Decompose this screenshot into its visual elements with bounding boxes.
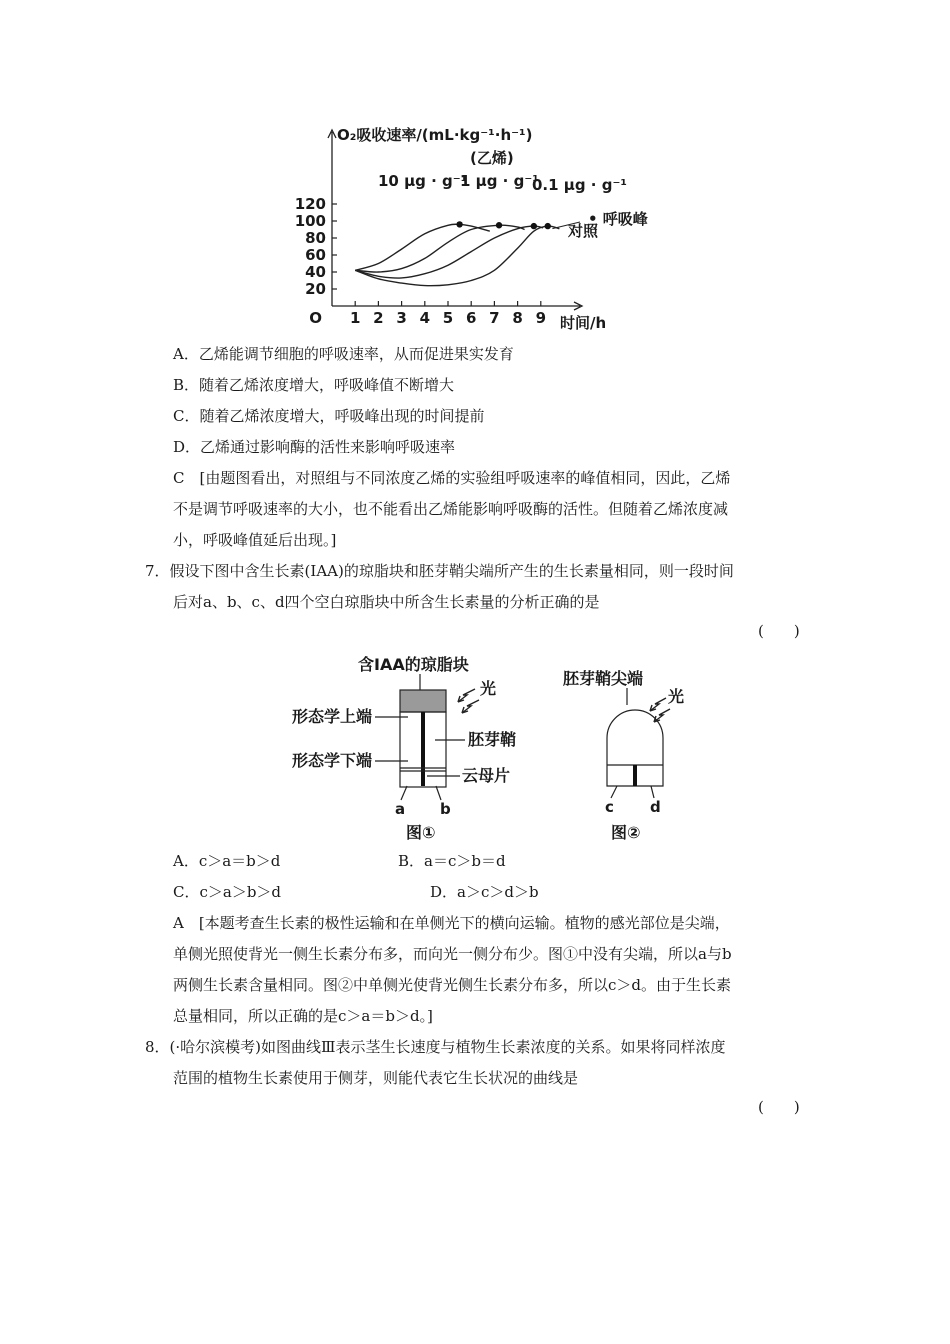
ethylene-group-label: (乙烯) bbox=[470, 149, 514, 167]
respiratory-peak-point bbox=[496, 222, 502, 228]
y-tick-label: 40 bbox=[305, 263, 326, 281]
fig2-caption: 图② bbox=[611, 823, 641, 842]
q8-answer-paren: ( ) bbox=[758, 1098, 800, 1116]
respiration-rate-chart bbox=[280, 118, 670, 333]
iaa-agar-block bbox=[400, 690, 446, 712]
fig1-coleoptile-label: 胚芽鞘 bbox=[468, 730, 517, 749]
chart-curves bbox=[355, 221, 559, 286]
y-tick-label: 100 bbox=[294, 212, 326, 230]
q6-option-d: D．乙烯通过影响酶的活性来影响呼吸速率 bbox=[173, 438, 456, 456]
fig2-light-label: 光 bbox=[668, 687, 685, 706]
peak-legend: • 呼吸峰 bbox=[588, 210, 648, 228]
q6-answer-line-1: C [由题图看出，对照组与不同浓度乙烯的实验组呼吸速率的峰值相同，因此，乙烯 bbox=[173, 469, 731, 487]
x-tick-label: 6 bbox=[465, 309, 477, 327]
respiratory-peak-point bbox=[545, 223, 551, 229]
fig1-iaa-agar-label: 含IAA的琼脂块 bbox=[358, 655, 469, 674]
x-tick-label: 4 bbox=[419, 309, 431, 327]
y-tick-label: 20 bbox=[305, 280, 326, 298]
q7-option-c: C．c＞a＞b＞d bbox=[173, 883, 282, 901]
x-tick-label: 1 bbox=[349, 309, 361, 327]
fig1-label-b: b bbox=[440, 800, 451, 818]
respiratory-peak-point bbox=[456, 221, 462, 227]
q7-option-d: D．a＞c＞d＞b bbox=[430, 883, 539, 901]
fig1-upper-end-label: 形态学上端 bbox=[292, 707, 373, 726]
fig1-light-label: 光 bbox=[480, 679, 497, 698]
q6-option-a: A．乙烯能调节细胞的呼吸速率，从而促进果实发育 bbox=[173, 345, 514, 363]
x-tick-label: 9 bbox=[535, 309, 547, 327]
fig1-lower-end-label: 形态学下端 bbox=[292, 751, 373, 770]
fig1-mica-label: 云母片 bbox=[462, 766, 511, 785]
series-label: 0.1 μg · g⁻¹ bbox=[532, 176, 627, 194]
chart-axes bbox=[328, 130, 582, 310]
fig1-caption: 图① bbox=[406, 823, 436, 842]
x-tick-label: 2 bbox=[373, 309, 384, 327]
fig2-label-d: d bbox=[650, 798, 661, 816]
y-tick-label: 120 bbox=[294, 195, 326, 213]
x-tick-label: 3 bbox=[396, 309, 407, 327]
chart-labels bbox=[309, 126, 648, 332]
y-tick-label: 60 bbox=[305, 246, 326, 264]
series-label: 1 μg · g⁻¹ bbox=[460, 172, 539, 190]
fig2-tip-label: 胚芽鞘尖端 bbox=[563, 669, 644, 688]
y-tick-label: 80 bbox=[305, 229, 326, 247]
series-label: 对照 bbox=[568, 222, 599, 240]
series-curve bbox=[355, 224, 490, 270]
series-curve bbox=[355, 225, 524, 272]
q7-stem-line-1: 7．假设下图中含生长素(IAA)的琼脂块和胚芽鞘尖端所产生的生长素量相同，则一段时间 bbox=[145, 562, 734, 580]
x-tick-label: 5 bbox=[442, 309, 454, 327]
q7-answer-paren: ( ) bbox=[758, 622, 800, 640]
q7-answer-line-4: 总量相同，所以正确的是c＞a＝b＞d。] bbox=[173, 1007, 433, 1025]
series-curve bbox=[355, 226, 543, 278]
q7-option-b: B．a＝c＞b＝d bbox=[398, 852, 506, 870]
fig1-light-arrow-upper bbox=[458, 689, 475, 702]
q6-answer-line-3: 小，呼吸峰值延后出现。] bbox=[173, 531, 337, 549]
x-tick-label: 7 bbox=[489, 309, 500, 327]
q7-option-a: A．c＞a＝b＞d bbox=[173, 852, 281, 870]
q7-stem-line-2: 后对a、b、c、d四个空白琼脂块中所含生长素量的分析正确的是 bbox=[173, 593, 600, 611]
fig1-label-a: a bbox=[395, 800, 406, 818]
x-tick-label: 8 bbox=[512, 309, 523, 327]
figure-1-agar-coleoptile bbox=[290, 650, 540, 845]
fig2-label-c: c bbox=[605, 798, 614, 816]
q8-stem-line-2: 范围的植物生长素使用于侧芽，则能代表它生长状况的曲线是 bbox=[173, 1069, 579, 1087]
series-label: 10 μg · g⁻¹ bbox=[378, 172, 468, 190]
fig2-light-arrow-lower bbox=[654, 709, 670, 722]
q7-answer-line-1: A [本题考查生长素的极性运输和在单侧光下的横向运输。植物的感光部位是尖端， bbox=[173, 914, 730, 932]
q8-stem-line-1: 8．(·哈尔滨模考)如图曲线Ⅲ表示茎生长速度与植物生长素浓度的关系。如果将同样浓度 bbox=[145, 1038, 726, 1056]
fig2-light-arrow-upper bbox=[650, 698, 666, 711]
x-axis-label: 时间/h bbox=[560, 314, 607, 332]
figure-2-coleoptile-tip bbox=[555, 650, 715, 845]
q6-answer-line-2: 不是调节呼吸速率的大小，也不能看出乙烯能影响呼吸酶的活性。但随着乙烯浓度减 bbox=[173, 500, 729, 518]
q6-option-c: C．随着乙烯浓度增大，呼吸峰出现的时间提前 bbox=[173, 407, 485, 425]
origin-label: O bbox=[309, 309, 322, 327]
respiratory-peak-point bbox=[531, 223, 537, 229]
q7-answer-line-2: 单侧光照使背光一侧生长素分布多，而向光一侧分布少。图①中没有尖端，所以a与b bbox=[173, 945, 732, 963]
q6-option-b: B．随着乙烯浓度增大，呼吸峰值不断增大 bbox=[173, 376, 455, 394]
q7-answer-line-3: 两侧生长素含量相同。图②中单侧光使背光侧生长素分布多，所以c＞d。由于生长素 bbox=[173, 976, 732, 994]
fig1-light-arrow-lower bbox=[462, 700, 479, 713]
y-axis-label: O₂吸收速率/(mL·kg⁻¹·h⁻¹) bbox=[337, 126, 533, 144]
